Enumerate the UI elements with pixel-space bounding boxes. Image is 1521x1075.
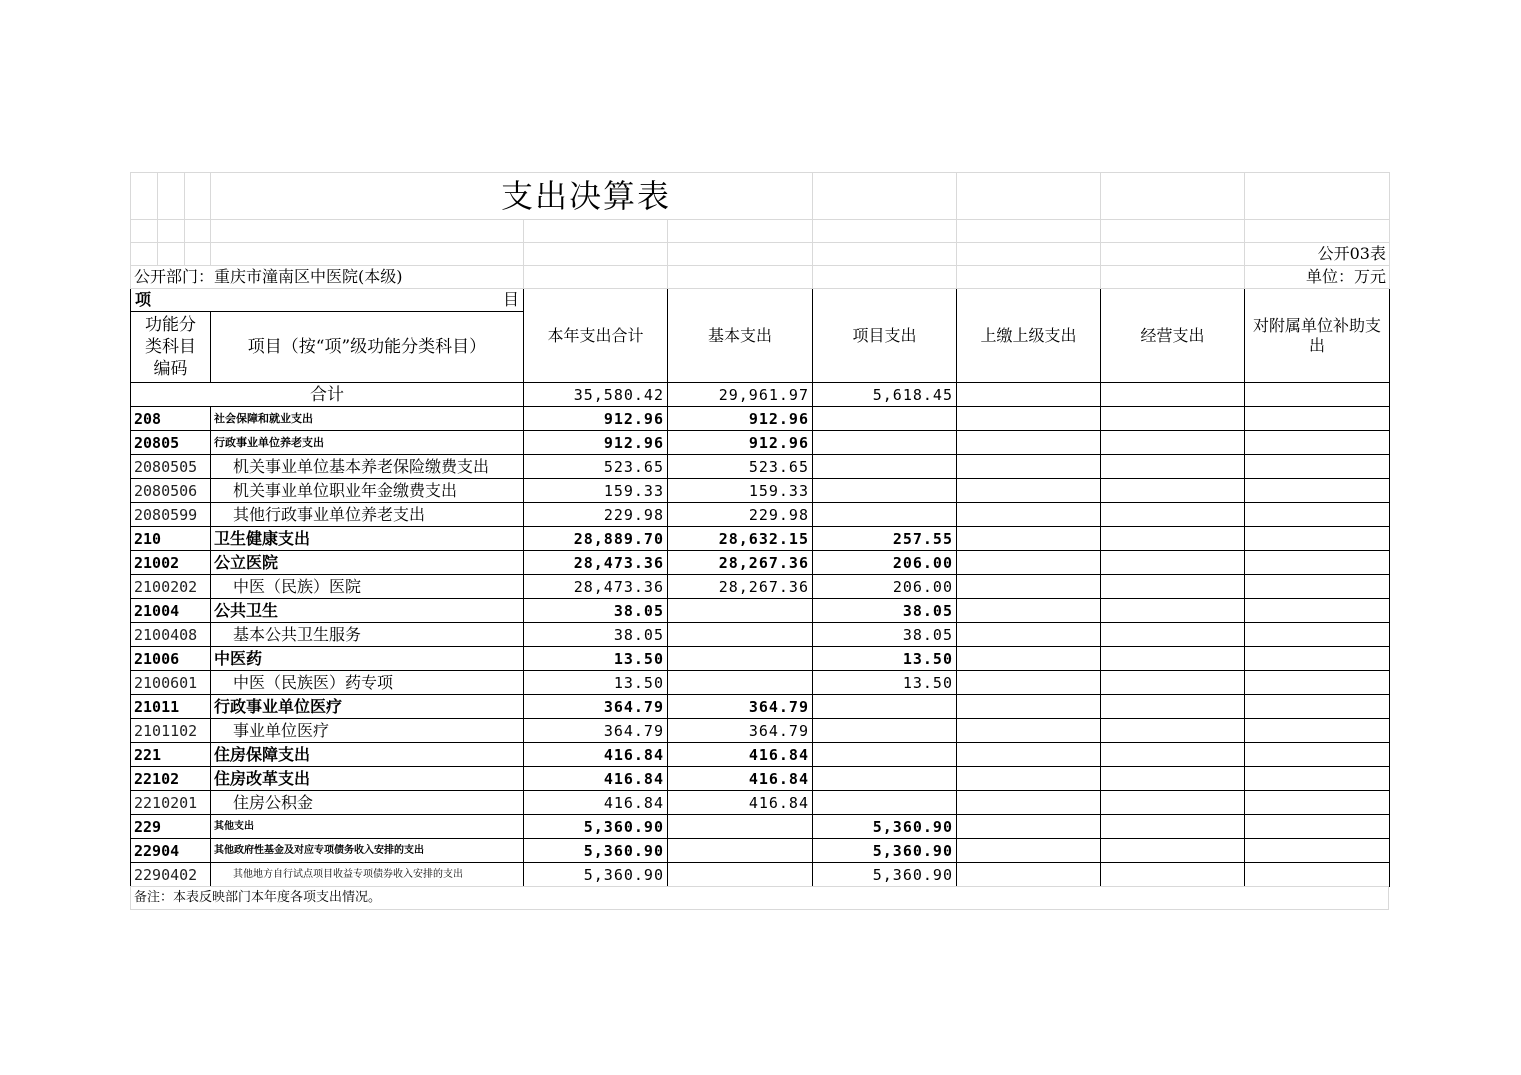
total-row	[131, 383, 1390, 407]
item-header-right: 目	[502, 290, 519, 309]
row-value	[957, 695, 1101, 719]
table-row	[131, 815, 1390, 839]
row-value: 38.05	[813, 623, 957, 647]
row-value: 523.65	[524, 455, 668, 479]
row-value: 28,267.36	[668, 575, 813, 599]
row-value	[1101, 815, 1245, 839]
row-value	[1245, 863, 1390, 887]
row-value: 28,473.36	[524, 575, 668, 599]
row-name: 其他支出	[211, 815, 524, 839]
col-header-remit: 上缴上级支出	[957, 289, 1101, 383]
row-name: 住房保障支出	[211, 743, 524, 767]
row-value: 5,360.90	[524, 815, 668, 839]
row-value	[957, 479, 1101, 503]
table-row	[131, 695, 1390, 719]
row-value	[1245, 527, 1390, 551]
row-value	[1245, 815, 1390, 839]
row-name: 中医（民族）医院	[211, 575, 524, 599]
row-value: 159.33	[524, 479, 668, 503]
row-name: 住房公积金	[211, 791, 524, 815]
row-value	[1245, 743, 1390, 767]
row-code: 221	[131, 743, 211, 767]
row-value	[668, 863, 813, 887]
row-value: 416.84	[668, 743, 813, 767]
row-value: 38.05	[813, 599, 957, 623]
row-value	[957, 623, 1101, 647]
row-value	[1101, 503, 1245, 527]
row-value: 206.00	[813, 575, 957, 599]
row-value	[957, 575, 1101, 599]
row-value	[1101, 863, 1245, 887]
row-code: 22904	[131, 839, 211, 863]
row-value: 159.33	[668, 479, 813, 503]
row-value	[813, 743, 957, 767]
row-code: 229	[131, 815, 211, 839]
row-code: 21002	[131, 551, 211, 575]
table-row	[131, 719, 1390, 743]
table-row	[131, 863, 1390, 887]
row-value: 416.84	[524, 767, 668, 791]
table-row	[131, 527, 1390, 551]
row-value: 229.98	[524, 503, 668, 527]
row-code: 21006	[131, 647, 211, 671]
row-value	[957, 503, 1101, 527]
row-value	[1245, 839, 1390, 863]
row-value	[1245, 503, 1390, 527]
row-value: 13.50	[524, 671, 668, 695]
total-cell	[1101, 383, 1245, 407]
row-value	[1101, 455, 1245, 479]
row-value	[1101, 671, 1245, 695]
row-value	[1101, 527, 1245, 551]
row-value: 364.79	[524, 719, 668, 743]
row-value: 364.79	[524, 695, 668, 719]
table-row	[131, 839, 1390, 863]
row-value	[957, 647, 1101, 671]
table-row	[131, 743, 1390, 767]
row-value	[1101, 407, 1245, 431]
row-value	[1101, 551, 1245, 575]
row-value: 416.84	[524, 791, 668, 815]
row-value	[813, 431, 957, 455]
table-row	[131, 575, 1390, 599]
row-value	[1245, 695, 1390, 719]
table-row	[131, 551, 1390, 575]
row-value	[957, 839, 1101, 863]
total-cell: 35,580.42	[524, 383, 668, 407]
row-value	[1245, 719, 1390, 743]
row-value	[1101, 695, 1245, 719]
row-name: 住房改革支出	[211, 767, 524, 791]
row-code: 21004	[131, 599, 211, 623]
row-name: 行政事业单位养老支出	[211, 431, 524, 455]
row-value: 28,889.70	[524, 527, 668, 551]
row-value	[668, 671, 813, 695]
row-value	[1245, 791, 1390, 815]
row-value: 13.50	[524, 647, 668, 671]
row-name: 卫生健康支出	[211, 527, 524, 551]
row-value: 229.98	[668, 503, 813, 527]
table-row	[131, 647, 1390, 671]
total-label: 合计	[131, 383, 524, 407]
table-row	[131, 599, 1390, 623]
row-value: 364.79	[668, 695, 813, 719]
page-title: 支出决算表	[211, 173, 813, 220]
row-code: 2100202	[131, 575, 211, 599]
col-header-subsidy: 对附属单位补助支出	[1245, 289, 1390, 383]
row-value	[957, 431, 1101, 455]
row-value	[957, 815, 1101, 839]
code-col-header: 功能分类科目编码	[131, 312, 211, 383]
row-name: 中医药	[211, 647, 524, 671]
row-code: 2080505	[131, 455, 211, 479]
row-value	[813, 503, 957, 527]
table-row	[131, 791, 1390, 815]
row-code: 210	[131, 527, 211, 551]
row-name: 其他行政事业单位养老支出	[211, 503, 524, 527]
row-value: 13.50	[813, 647, 957, 671]
row-value	[813, 791, 957, 815]
row-name: 中医（民族医）药专项	[211, 671, 524, 695]
row-value	[813, 695, 957, 719]
unit-label: 单位：万元	[1245, 266, 1390, 289]
row-code: 2101102	[131, 719, 211, 743]
row-value	[1101, 431, 1245, 455]
row-value: 5,360.90	[813, 863, 957, 887]
row-value: 912.96	[668, 407, 813, 431]
row-code: 22102	[131, 767, 211, 791]
row-value: 523.65	[668, 455, 813, 479]
row-value	[957, 743, 1101, 767]
row-value: 5,360.90	[813, 839, 957, 863]
row-code: 2100601	[131, 671, 211, 695]
row-value: 206.00	[813, 551, 957, 575]
row-code: 208	[131, 407, 211, 431]
row-value	[1245, 767, 1390, 791]
row-code: 21011	[131, 695, 211, 719]
row-value	[1245, 455, 1390, 479]
total-cell	[1245, 383, 1390, 407]
row-value	[957, 407, 1101, 431]
row-value: 912.96	[524, 431, 668, 455]
row-value: 28,267.36	[668, 551, 813, 575]
row-value	[1101, 599, 1245, 623]
row-value	[668, 623, 813, 647]
row-value	[1101, 743, 1245, 767]
row-value	[1101, 839, 1245, 863]
row-value	[1245, 599, 1390, 623]
row-value	[957, 863, 1101, 887]
row-value: 912.96	[668, 431, 813, 455]
row-value	[1245, 575, 1390, 599]
expenditure-table	[130, 172, 1390, 887]
table-row	[131, 455, 1390, 479]
row-value: 416.84	[668, 791, 813, 815]
col-header-basic: 基本支出	[668, 289, 813, 383]
table-row	[131, 407, 1390, 431]
row-value: 13.50	[813, 671, 957, 695]
table-row	[131, 503, 1390, 527]
row-name: 事业单位医疗	[211, 719, 524, 743]
row-value	[1101, 575, 1245, 599]
row-value: 364.79	[668, 719, 813, 743]
row-code: 2210201	[131, 791, 211, 815]
row-name: 公立医院	[211, 551, 524, 575]
row-value	[1101, 719, 1245, 743]
note-table	[130, 886, 1389, 910]
row-value: 5,360.90	[813, 815, 957, 839]
row-name: 机关事业单位职业年金缴费支出	[211, 479, 524, 503]
row-name: 其他地方自行试点项目收益专项债券收入安排的支出	[211, 863, 524, 887]
row-name: 机关事业单位基本养老保险缴费支出	[211, 455, 524, 479]
row-value	[957, 527, 1101, 551]
row-value: 5,360.90	[524, 839, 668, 863]
row-code: 2100408	[131, 623, 211, 647]
row-value: 28,632.15	[668, 527, 813, 551]
row-value	[668, 647, 813, 671]
row-name: 行政事业单位医疗	[211, 695, 524, 719]
row-name: 其他政府性基金及对应专项债务收入安排的支出	[211, 839, 524, 863]
row-value	[813, 407, 957, 431]
form-code: 公开03表	[1245, 243, 1390, 266]
row-code: 2080599	[131, 503, 211, 527]
row-value	[1245, 407, 1390, 431]
row-value	[1245, 479, 1390, 503]
row-value	[957, 551, 1101, 575]
row-value	[1101, 623, 1245, 647]
row-value: 257.55	[813, 527, 957, 551]
row-value	[957, 767, 1101, 791]
row-value	[1245, 431, 1390, 455]
row-value	[1101, 767, 1245, 791]
row-value	[1101, 479, 1245, 503]
expenditure-sheet	[130, 172, 1389, 910]
row-value: 5,360.90	[524, 863, 668, 887]
row-value	[668, 599, 813, 623]
row-value	[668, 839, 813, 863]
table-row	[131, 767, 1390, 791]
total-cell	[957, 383, 1101, 407]
row-code: 2290402	[131, 863, 211, 887]
row-value	[957, 599, 1101, 623]
row-value	[957, 671, 1101, 695]
row-value	[1101, 791, 1245, 815]
item-header	[131, 289, 524, 312]
row-name: 社会保障和就业支出	[211, 407, 524, 431]
table-row	[131, 623, 1390, 647]
row-value	[957, 455, 1101, 479]
total-cell: 5,618.45	[813, 383, 957, 407]
row-value: 38.05	[524, 599, 668, 623]
table-row	[131, 479, 1390, 503]
item-header-left: 项	[135, 290, 152, 309]
col-header-project: 项目支出	[813, 289, 957, 383]
row-name: 基本公共卫生服务	[211, 623, 524, 647]
row-value	[1245, 623, 1390, 647]
department-label: 公开部门：重庆市潼南区中医院(本级)	[131, 266, 524, 289]
row-value	[957, 791, 1101, 815]
table-row	[131, 431, 1390, 455]
col-header-total: 本年支出合计	[524, 289, 668, 383]
row-code: 20805	[131, 431, 211, 455]
row-value	[813, 719, 957, 743]
note-text: 备注：本表反映部门本年度各项支出情况。	[131, 887, 1389, 910]
row-value	[813, 455, 957, 479]
row-value	[668, 815, 813, 839]
row-value	[1245, 551, 1390, 575]
row-value: 416.84	[524, 743, 668, 767]
total-cell: 29,961.97	[668, 383, 813, 407]
row-value	[813, 767, 957, 791]
table-row	[131, 671, 1390, 695]
name-col-header: 项目（按“项”级功能分类科目）	[211, 312, 524, 383]
row-name: 公共卫生	[211, 599, 524, 623]
row-value: 912.96	[524, 407, 668, 431]
row-value	[957, 719, 1101, 743]
row-value	[1101, 647, 1245, 671]
col-header-operating: 经营支出	[1101, 289, 1245, 383]
row-code: 2080506	[131, 479, 211, 503]
row-value	[813, 479, 957, 503]
row-value: 38.05	[524, 623, 668, 647]
row-value: 416.84	[668, 767, 813, 791]
row-value: 28,473.36	[524, 551, 668, 575]
row-value	[1245, 671, 1390, 695]
row-value	[1245, 647, 1390, 671]
